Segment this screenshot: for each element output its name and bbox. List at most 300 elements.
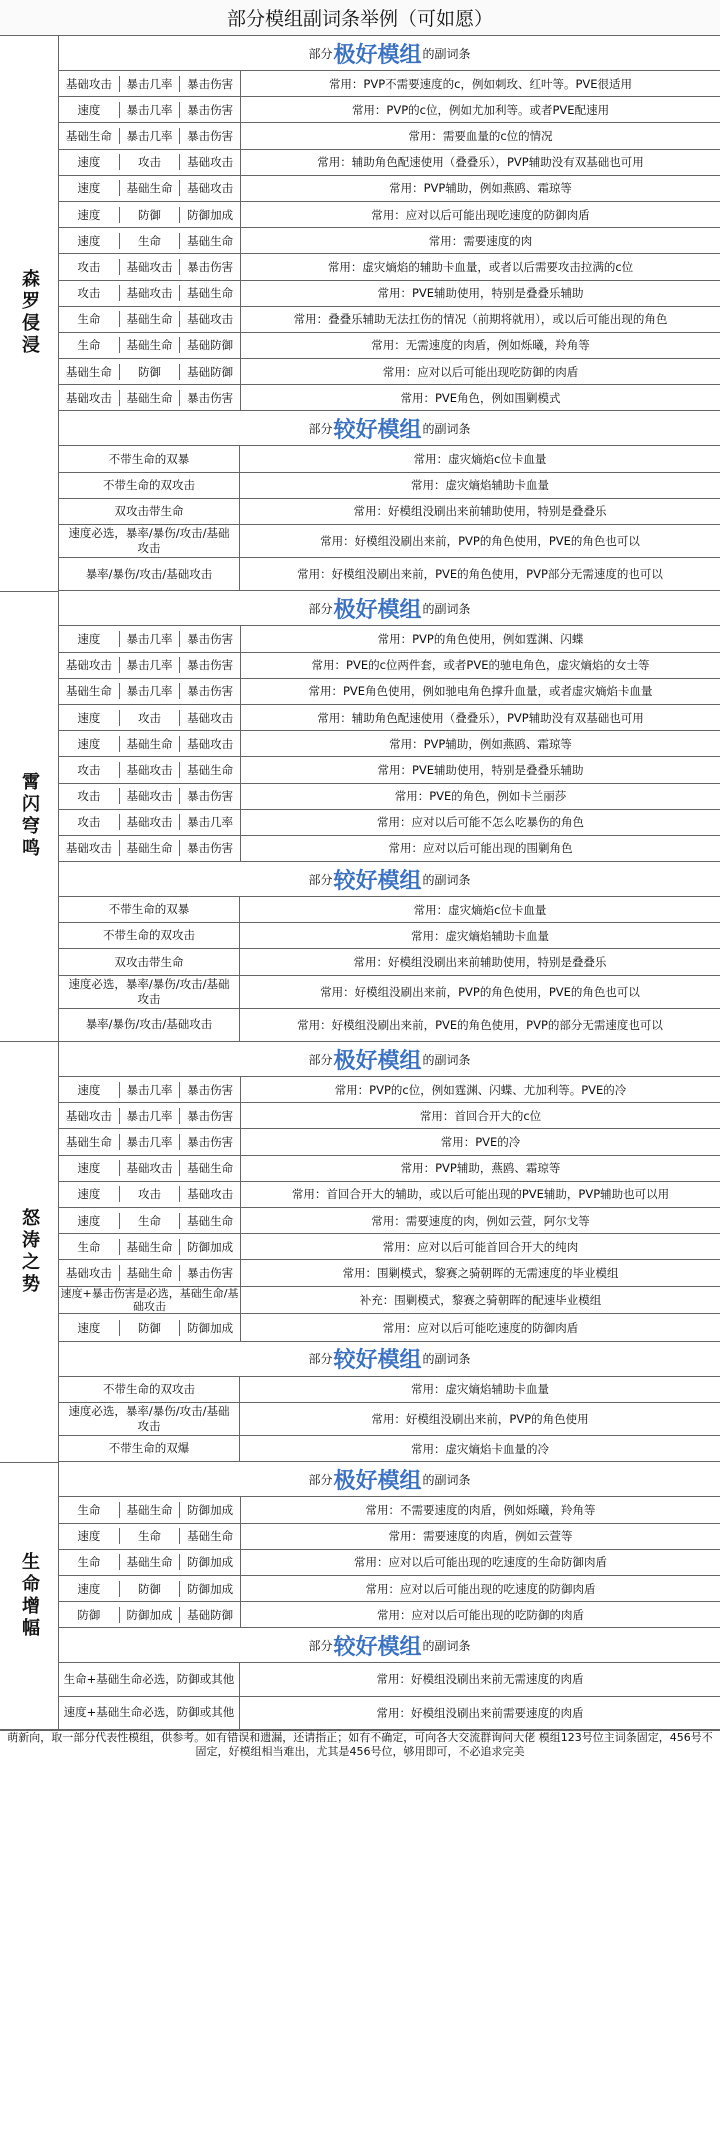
- table-row: [59, 150, 720, 176]
- stat-group: [59, 836, 241, 861]
- header-prefix: 部分: [308, 1638, 333, 1653]
- stat-cell: 生命: [120, 1528, 181, 1544]
- stat-cell: 基础攻击: [59, 1108, 120, 1124]
- table-row: [59, 1287, 720, 1342]
- table-row: [59, 897, 720, 923]
- stat-group: [59, 626, 241, 651]
- set-name-cell: [0, 1042, 58, 1463]
- stat-cell: 暴击伤害: [187, 789, 234, 804]
- table-row: [59, 1260, 720, 1286]
- usage-note: 常用：PVP辅助，燕鸥、霜琼等: [400, 1161, 561, 1176]
- set-name: 森罗侵浸: [19, 269, 40, 358]
- stat-group: [59, 1129, 241, 1154]
- usage-note: 常用：PVP的c位，例如霆渊、闪蝶、尤加利等。PVE的冷: [334, 1082, 627, 1097]
- header-prefix: 部分: [308, 1352, 333, 1367]
- stat-cell: 速度: [59, 1186, 120, 1202]
- stat-group: [59, 1103, 241, 1128]
- stat-cell: 攻击: [59, 788, 120, 804]
- combo-cell: 双攻击带生命: [59, 499, 240, 524]
- usage-note: 常用：应对以后可能不怎么吃暴伤的角色: [377, 815, 584, 830]
- stat-cell: 暴击伤害: [187, 76, 234, 91]
- stat-cell: 基础生命: [120, 840, 181, 856]
- page-title: 部分模组副词条举例（可如愿）: [0, 0, 720, 36]
- table-row: [59, 359, 720, 385]
- stat-group: [59, 1524, 241, 1549]
- table-row: [59, 757, 720, 783]
- stat-group: [59, 359, 241, 384]
- usage-note: 常用：虚灾熵焰的辅助卡血量，或者以后需要攻击拉满的c位: [327, 259, 634, 274]
- stat-group: [59, 810, 241, 835]
- stat-cell: 防御: [120, 364, 181, 380]
- stat-cell: 速度: [59, 1528, 120, 1544]
- table-row: [59, 1497, 720, 1523]
- usage-note: 常用：应对以后可能出现的吃防御的肉盾: [377, 1607, 584, 1622]
- stat-cell: 速度: [59, 233, 120, 249]
- stat-group: [59, 679, 241, 704]
- stat-group: [59, 228, 241, 253]
- section-good: [59, 1342, 720, 1463]
- stat-cell: 速度: [59, 1082, 120, 1098]
- stat-cell: 基础生命: [187, 233, 234, 248]
- header-suffix: 的副词条: [422, 601, 471, 616]
- stat-cell: 攻击: [120, 710, 181, 726]
- table-row: [59, 1182, 720, 1208]
- table-row: [59, 525, 720, 558]
- table-row: [59, 626, 720, 652]
- table-row: [59, 810, 720, 836]
- header-suffix: 的副词条: [422, 421, 471, 436]
- table-row: [59, 1663, 720, 1696]
- table-row: [59, 1377, 720, 1403]
- set-name: 生命增幅: [19, 1552, 40, 1641]
- table-row: [59, 836, 720, 862]
- combo-cell: 不带生命的双爆: [59, 1436, 240, 1461]
- table-row: [59, 976, 720, 1009]
- usage-note: 常用：PVE的冷: [440, 1134, 521, 1149]
- usage-note: 常用：好模组没刷出来前辅助使用，特别是叠叠乐: [353, 955, 607, 970]
- stat-cell: 暴击几率: [120, 683, 181, 699]
- stat-cell: 速度: [59, 1213, 120, 1229]
- usage-note: 常用：好模组没刷出来前，PVE的角色使用，PVP部分无需速度的也可以: [297, 567, 663, 582]
- header-prefix: 部分: [308, 1472, 333, 1487]
- stat-cell: 暴击几率: [120, 1134, 181, 1150]
- combo-cell: 不带生命的双攻击: [59, 1377, 240, 1402]
- stat-cell: 速度: [59, 1320, 120, 1336]
- header-suffix: 的副词条: [422, 46, 471, 61]
- stat-group: [59, 705, 241, 730]
- header-label: 较好模组: [333, 868, 422, 894]
- stat-cell: 暴击几率: [120, 631, 181, 647]
- header-label: 极好模组: [333, 1048, 422, 1074]
- stat-cell: 基础防御: [187, 364, 234, 379]
- stat-cell: 基础生命: [120, 180, 181, 196]
- usage-note: 常用：辅助角色配速使用（叠叠乐），PVP辅助没有双基础也可用: [317, 155, 644, 170]
- table-row: [59, 705, 720, 731]
- header-suffix: 的副词条: [422, 1472, 471, 1487]
- stat-cell: 基础生命: [120, 1554, 181, 1570]
- table-row: [59, 473, 720, 499]
- header-suffix: 的副词条: [422, 872, 471, 887]
- stat-cell: 防御: [59, 1607, 120, 1623]
- header-label: 极好模组: [333, 1468, 422, 1494]
- usage-note: 常用：虚灾熵焰c位卡血量: [413, 452, 547, 467]
- stat-group: [59, 757, 241, 782]
- usage-note: 常用：PVE辅助使用，特别是叠叠乐辅助: [377, 286, 584, 301]
- usage-note: 常用：首回合开大的c位: [419, 1108, 542, 1123]
- usage-note: 常用：好模组没刷出来前辅助使用，特别是叠叠乐: [353, 504, 607, 519]
- usage-note: 常用：PVE的c位两件套，或者PVE的驰电角色，虚灾熵焰的女士等: [311, 658, 650, 673]
- usage-note: 常用：PVP辅助，例如燕鸥、霜琼等: [389, 181, 572, 196]
- table-row: [59, 731, 720, 757]
- stat-cell: 基础防御: [187, 1607, 234, 1622]
- stat-cell: 基础攻击: [187, 736, 234, 751]
- stat-group: [59, 281, 241, 306]
- stat-cell: 基础攻击: [187, 155, 234, 170]
- set-name-cell: [0, 36, 58, 592]
- stat-cell: 速度: [59, 180, 120, 196]
- stat-group: [59, 1287, 241, 1341]
- header-label: 极好模组: [333, 42, 422, 68]
- table-row: [59, 176, 720, 202]
- stat-cell: 基础攻击: [120, 788, 181, 804]
- stat-cell: 基础生命: [187, 1161, 234, 1176]
- stat-cell: 基础攻击: [59, 840, 120, 856]
- usage-note: 常用：虚灾熵焰辅助卡血量: [411, 928, 549, 943]
- usage-note: 常用：好模组没刷出来前无需速度的肉盾: [376, 1672, 584, 1687]
- stat-cell: 基础生命: [120, 311, 181, 327]
- stat-cell: 攻击: [120, 1186, 181, 1202]
- table-row: [59, 679, 720, 705]
- stat-cell: 暴击几率: [120, 128, 181, 144]
- stat-cell: 生命: [59, 1502, 120, 1518]
- table-row: [59, 1129, 720, 1155]
- stat-cell: 基础生命: [120, 390, 181, 406]
- stat-cell: 基础攻击: [59, 390, 120, 406]
- stat-cell: 速度: [59, 710, 120, 726]
- table-row: [59, 1103, 720, 1129]
- stat-group: [59, 1182, 241, 1207]
- usage-note: 补充：围剿模式，黎赛之骑朝晖的配速毕业模组: [241, 1287, 720, 1315]
- stat-cell: 攻击: [59, 259, 120, 275]
- usage-note: 常用：PVP的角色使用，例如霆渊、闪蝶: [377, 631, 584, 646]
- header-prefix: 部分: [308, 421, 333, 436]
- stat-cell: 基础攻击: [187, 312, 234, 327]
- stat-group: [59, 150, 241, 175]
- usage-note: 常用：需要速度的肉，例如云萱，阿尔戈等: [371, 1213, 590, 1228]
- stat-cell: 基础攻击: [120, 1160, 181, 1176]
- stat-cell: 防御加成: [187, 207, 234, 222]
- table-row: [59, 1156, 720, 1182]
- usage-note: 常用：PVE角色使用，例如驰电角色撑升血量，或者虚灾熵焰卡血量: [308, 684, 653, 699]
- combo-cell: 速度+基础生命必选，防御或其他: [59, 1697, 240, 1729]
- header-label: 较好模组: [333, 417, 422, 443]
- sections-column: [59, 36, 720, 1730]
- table-row: [59, 1208, 720, 1234]
- stat-cell: 基础生命: [59, 1134, 120, 1150]
- stat-cell: 基础生命: [120, 337, 181, 353]
- stat-cell: 基础攻击: [120, 814, 181, 830]
- usage-note: 常用：无需速度的肉盾，例如烁曦，羚角等: [371, 338, 590, 353]
- stat-cell: 暴击几率: [120, 1108, 181, 1124]
- table-row: [59, 1009, 720, 1042]
- stat-cell: 速度: [59, 631, 120, 647]
- section-header: [59, 591, 720, 626]
- set-name: 怒涛之势: [19, 1208, 40, 1297]
- combo-cell: 速度必选，暴率/暴伤/攻击/基础攻击: [59, 525, 240, 557]
- table-row: [59, 71, 720, 97]
- usage-note: 常用：叠叠乐辅助无法扛伤的情况（前期将就用），或以后可能出现的角色: [293, 312, 668, 327]
- section-header: [59, 1342, 720, 1377]
- section-excellent: [59, 1042, 720, 1342]
- header-prefix: 部分: [308, 1052, 333, 1067]
- combo-cell: 暴率/暴伤/攻击/基础攻击: [59, 1009, 240, 1041]
- header-prefix: 部分: [308, 46, 333, 61]
- table-row: [59, 1697, 720, 1730]
- stat-cell: 暴击几率: [187, 815, 234, 830]
- stat-cell: 生命: [59, 337, 120, 353]
- stat-cell: 暴击伤害: [187, 1134, 234, 1149]
- table-row: [59, 499, 720, 525]
- stat-cell: 暴击伤害: [187, 841, 234, 856]
- table-row: [59, 307, 720, 333]
- usage-note: 常用：虚灾熵焰辅助卡血量: [411, 478, 549, 493]
- table-row: [59, 446, 720, 472]
- table-row: [59, 228, 720, 254]
- usage-note: 常用：首回合开大的辅助，或以后可能出现的PVE辅助，PVP辅助也可以用: [291, 1187, 670, 1202]
- stat-group: [59, 1156, 241, 1181]
- usage-note: 常用：PVP辅助，例如燕鸥、霜琼等: [389, 736, 572, 751]
- stat-cell: 暴击伤害: [187, 390, 234, 405]
- stat-cell: 暴击伤害: [187, 631, 234, 646]
- combo-cell: 不带生命的双攻击: [59, 473, 240, 498]
- stat-cell: 速度: [59, 1160, 120, 1176]
- table-row: [59, 1602, 720, 1628]
- stat-cell: 生命: [120, 1213, 181, 1229]
- stat-cell: 基础生命: [187, 1213, 234, 1228]
- usage-note: 常用：PVP不需要速度的c，例如刺玫、红叶等。PVE很适用: [328, 76, 633, 91]
- stat-cell: 防御加成: [187, 1320, 234, 1335]
- header-suffix: 的副词条: [422, 1052, 471, 1067]
- stat-group: [59, 1077, 241, 1102]
- section-good: [59, 411, 720, 591]
- stat-cell: 暴击几率: [120, 102, 181, 118]
- table-row: [59, 558, 720, 591]
- stat-group: [59, 97, 241, 122]
- stat-cell: 暴击伤害: [187, 684, 234, 699]
- stat-cell: 基础生命: [120, 1502, 181, 1518]
- stat-group: [59, 1234, 241, 1259]
- stat-cell: 基础攻击: [120, 762, 181, 778]
- usage-note: 常用：应对以后可能吃速度的防御肉盾: [382, 1320, 579, 1335]
- stat-group: [59, 1602, 241, 1627]
- table-row: [59, 333, 720, 359]
- header-prefix: 部分: [308, 601, 333, 616]
- usage-note: 常用：好模组没刷出来前，PVE的角色使用，PVP的部分无需速度也可以: [297, 1017, 663, 1032]
- usage-note: 常用：好模组没刷出来前，PVP的角色使用，PVE的角色也可以: [320, 534, 640, 549]
- stat-group: [59, 1550, 241, 1575]
- stat-cell: 基础攻击: [59, 1265, 120, 1281]
- stat-cell: 生命: [59, 1554, 120, 1570]
- stat-cell: 暴击伤害: [187, 102, 234, 117]
- stat-cell: 防御: [120, 207, 181, 223]
- footer-note: 萌新向，取一部分代表性模组，供参考。如有错误和遗漏，还请指正；如有不确定，可向各大交流群询问大佬 模组123号位主词条固定，456号不固定，好模组相当难出，尤其是456号位，够用即可，不必追求完美: [0, 1730, 720, 1759]
- stat-cell: 防御加成: [187, 1555, 234, 1570]
- combo-cell: 双攻击带生命: [59, 949, 240, 974]
- section-good: [59, 862, 720, 1042]
- combo-cell: 不带生命的双暴: [59, 446, 240, 471]
- section-header: [59, 411, 720, 446]
- usage-note: 常用：虚灾熵焰c位卡血量: [413, 902, 547, 917]
- stat-cell: 防御加成: [120, 1607, 181, 1623]
- stat-group: [59, 254, 241, 279]
- combo-cell: 速度必选，暴率/暴伤/攻击/基础攻击: [59, 1403, 240, 1435]
- usage-note: 常用：需要速度的肉盾，例如云萱等: [388, 1529, 573, 1544]
- stat-cell: 暴击几率: [120, 1082, 181, 1098]
- set-name-cell: [0, 592, 58, 1043]
- table-row: [59, 1576, 720, 1602]
- stat-cell: 速度+暴击伤害是必选，基础生命/基础攻击: [60, 1286, 239, 1313]
- table-row: [59, 1077, 720, 1103]
- usage-note: 常用：应对以后可能出现的吃速度的防御肉盾: [365, 1581, 596, 1596]
- stat-cell: 基础攻击: [59, 76, 120, 92]
- stat-cell: 防御: [120, 1581, 181, 1597]
- table-row: [59, 97, 720, 123]
- stat-group: [59, 784, 241, 809]
- combo-cell: 不带生命的双暴: [59, 897, 240, 922]
- usage-note: 常用：需要速度的肉: [428, 233, 533, 248]
- usage-note: 常用：PVE的角色，例如卡兰丽莎: [394, 789, 567, 804]
- stat-cell: 基础生命: [59, 128, 120, 144]
- table-row: [59, 202, 720, 228]
- stat-cell: 基础防御: [187, 338, 234, 353]
- stat-cell: 基础生命: [187, 1529, 234, 1544]
- usage-note: 常用：应对以后可能首回合开大的纯肉: [382, 1239, 579, 1254]
- usage-note: 常用：应对以后可能出现的围剿角色: [388, 841, 573, 856]
- usage-note: 常用：PVP的c位，例如尤加利等。或者PVE配速用: [351, 102, 610, 117]
- stat-group: [59, 385, 241, 410]
- stat-cell: 防御加成: [187, 1581, 234, 1596]
- table-row: [59, 784, 720, 810]
- combo-cell: 暴率/暴伤/攻击/基础攻击: [59, 558, 240, 590]
- table-row: [59, 1524, 720, 1550]
- stat-group: [59, 731, 241, 756]
- section-good: [59, 1628, 720, 1729]
- table-row: [59, 1234, 720, 1260]
- stat-cell: 暴击伤害: [187, 128, 234, 143]
- usage-note: 常用：不需要速度的肉盾，例如烁曦，羚角等: [365, 1503, 596, 1518]
- stat-cell: 基础攻击: [120, 285, 181, 301]
- stat-cell: 速度: [59, 102, 120, 118]
- stat-cell: 基础生命: [120, 1239, 181, 1255]
- stat-cell: 基础攻击: [120, 259, 181, 275]
- usage-note: 常用：应对以后可能出现吃速度的防御肉盾: [371, 207, 590, 222]
- stat-cell: 基础攻击: [187, 710, 234, 725]
- stat-group: [59, 333, 241, 358]
- stat-cell: 防御: [120, 1320, 181, 1336]
- section-excellent: [59, 36, 720, 411]
- stat-cell: 基础生命: [187, 762, 234, 777]
- section-header: [59, 1042, 720, 1077]
- stat-cell: 暴击伤害: [187, 1265, 234, 1280]
- table-row: [59, 949, 720, 975]
- usage-note: 常用：虚灾熵焰卡血量的冷: [411, 1441, 549, 1456]
- stat-cell: 基础攻击: [187, 1187, 234, 1202]
- table-row: [59, 281, 720, 307]
- stat-cell: 基础生命: [120, 736, 181, 752]
- stat-cell: 生命: [59, 311, 120, 327]
- combo-cell: 速度必选，暴率/暴伤/攻击/基础攻击: [59, 976, 240, 1008]
- header-suffix: 的副词条: [422, 1352, 471, 1367]
- header-label: 极好模组: [333, 597, 422, 623]
- stat-cell: 速度: [59, 154, 120, 170]
- usage-note: 常用：PVE角色，例如围剿模式: [400, 390, 561, 405]
- table-row: [59, 653, 720, 679]
- section-header: [59, 36, 720, 71]
- stat-cell: 暴击伤害: [187, 658, 234, 673]
- set-name: 霄闪穹鸣: [19, 772, 40, 861]
- stat-group: [59, 1576, 241, 1601]
- section-excellent: [59, 1462, 720, 1628]
- section-header: [59, 862, 720, 897]
- set-name-cell: [0, 1463, 58, 1730]
- header-label: 较好模组: [333, 1634, 422, 1660]
- usage-note: 常用：围剿模式，黎赛之骑朝晖的无需速度的毕业模组: [342, 1265, 619, 1280]
- stat-cell: 生命: [120, 233, 181, 249]
- usage-note: 常用：好模组没刷出来前需要速度的肉盾: [376, 1705, 584, 1720]
- table-row: [59, 1436, 720, 1462]
- stat-cell: 暴击几率: [120, 76, 181, 92]
- usage-note: 常用：虚灾熵焰辅助卡血量: [411, 1382, 549, 1397]
- stat-group: [59, 202, 241, 227]
- stat-group: [59, 307, 241, 332]
- stat-cell: 速度: [59, 1581, 120, 1597]
- stat-cell: 基础攻击: [187, 181, 234, 196]
- stat-cell: 速度: [59, 207, 120, 223]
- stat-cell: 基础生命: [120, 1265, 181, 1281]
- stat-cell: 暴击伤害: [187, 1108, 234, 1123]
- header-prefix: 部分: [308, 872, 333, 887]
- table-row: [59, 1403, 720, 1436]
- stat-cell: 基础攻击: [59, 657, 120, 673]
- usage-note: 常用：PVE辅助使用，特别是叠叠乐辅助: [377, 762, 584, 777]
- usage-note: 常用：应对以后可能出现的吃速度的生命防御肉盾: [354, 1555, 607, 1570]
- table-row: [59, 385, 720, 411]
- usage-note: 常用：好模组没刷出来前，PVP的角色使用，PVE的角色也可以: [320, 984, 640, 999]
- table-row: [59, 1550, 720, 1576]
- combo-cell: 不带生命的双攻击: [59, 923, 240, 948]
- stat-cell: 暴击伤害: [187, 1082, 234, 1097]
- stat-cell: 基础生命: [187, 286, 234, 301]
- stat-cell: 攻击: [59, 814, 120, 830]
- header-label: 较好模组: [333, 1348, 422, 1374]
- note-group: [241, 1287, 720, 1341]
- usage-note: 常用：好模组没刷出来前，PVP的角色使用: [371, 1412, 589, 1427]
- stat-cell: 基础生命: [59, 364, 120, 380]
- section-excellent: [59, 591, 720, 862]
- stat-group: [59, 1208, 241, 1233]
- table-row: [59, 254, 720, 280]
- stat-group: [59, 176, 241, 201]
- stat-cell: 攻击: [59, 762, 120, 778]
- stat-cell: 暴击几率: [120, 657, 181, 673]
- stat-cell: 基础生命: [59, 683, 120, 699]
- stat-group: [59, 1497, 241, 1522]
- usage-note: 常用：需要血量的c位的情况: [408, 128, 553, 143]
- stat-cell: 攻击: [59, 285, 120, 301]
- stat-cell: 生命: [59, 1239, 120, 1255]
- section-header: [59, 1628, 720, 1663]
- stat-group: [59, 1260, 241, 1285]
